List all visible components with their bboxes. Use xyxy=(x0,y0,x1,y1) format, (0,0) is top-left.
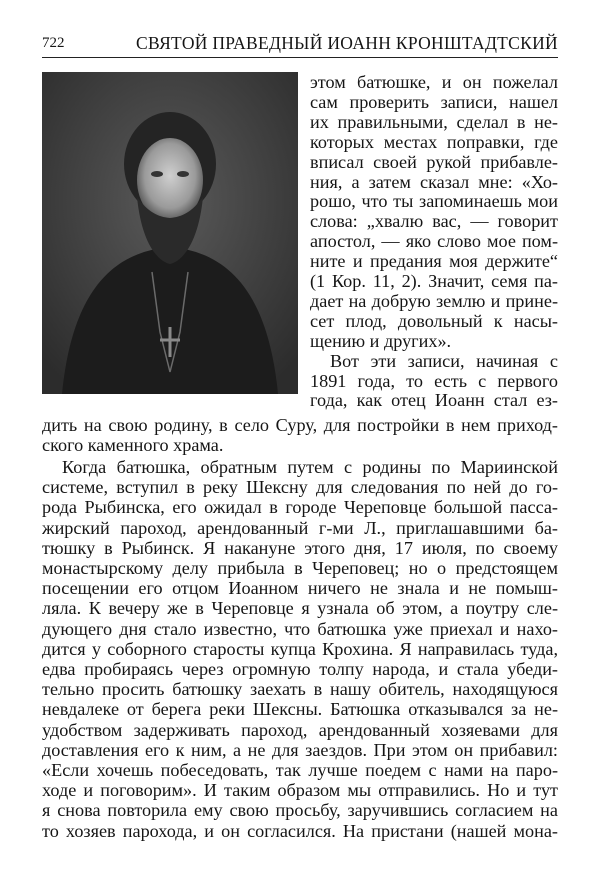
text-line: ского каменного храма. xyxy=(42,435,224,455)
text-line: едва пробираясь через огромную толпу народа, и стала убеди- xyxy=(42,659,558,679)
text-line: (1 Кор. 11, 2). Значит, семя па- xyxy=(310,271,558,291)
text-line: года, как отец Иоанн стал ез- xyxy=(310,390,558,411)
text-line: ходе и поговорим». И таким образом мы отправились. Но и тут xyxy=(42,780,558,801)
text-line: я снова повторила ему свою просьбу, заручившись согласием на xyxy=(42,800,558,821)
text-line: невдалеке от берега реки Шексны. Батюшка отказывался за не- xyxy=(42,699,558,720)
text-line: которых местах поправки, где xyxy=(310,131,558,152)
text-line: дает на добрую землю и прине- xyxy=(310,290,558,311)
text-line: жирский пароход, арендованный г-ми Л., приглашавшими ба- xyxy=(42,517,558,538)
text-line: вписал своей рукой прибавле- xyxy=(310,151,558,172)
text-line: системе, вступил в реку Шексну для следования по ней до го- xyxy=(42,477,558,498)
text-line: удобством задерживать пароход, арендованный хозяевами для xyxy=(42,719,558,740)
running-header xyxy=(42,33,558,58)
text-line: то хозяев парохода, и он согласился. На пристани (нашей мона- xyxy=(42,820,558,841)
text-line: Когда батюшка, обратным путем с родины по Мариинской xyxy=(62,457,558,477)
text-line: Вот эти записи, начиная с xyxy=(330,350,558,371)
text-line: тюшку в Рыбинск. Я накануне этого дня, 17 июля, по своему xyxy=(42,537,558,558)
page-number: 722 xyxy=(42,35,65,51)
text-line: ните и предания моя держите“ xyxy=(310,251,558,272)
text-line: дить на свою родину, в село Суру, для постройки в нем приход- xyxy=(42,415,558,435)
text-line: «Если хочешь побеседовать, так лучше поедем с нами на паро- xyxy=(42,760,558,780)
text-line: сам проверить записи, нашел xyxy=(310,91,558,112)
text-line: сет плод, довольный к насы- xyxy=(310,310,558,331)
text-line: рошо, что ты запоминаешь мои xyxy=(310,191,558,212)
text-line: апостол, — яко слово мое пом- xyxy=(310,231,558,252)
portrait-photo xyxy=(42,72,298,394)
text-line: дующего дня стало известно, что батюшка уже приехал и нахо- xyxy=(42,618,558,639)
running-title: СВЯТОЙ ПРАВЕДНЫЙ ИОАНН КРОНШТАДТСКИЙ xyxy=(136,33,558,53)
portrait-image xyxy=(42,72,298,394)
text-line: доставления его к ним, а не для заездов. При этом он прибавил: xyxy=(42,739,558,760)
text-line: 1891 года, то есть с первого xyxy=(310,370,558,391)
text-line: посещении его отцом Иоанном ничего не знала и не помыш- xyxy=(42,578,558,599)
text-line: дится у соборного старосты купца Крохина. Я направилась туда, xyxy=(42,638,558,659)
text-line: этом батюшке, и он пожелал xyxy=(310,72,558,92)
text-line: рода Рыбинска, его ожидал в городе Череповце большой пасса- xyxy=(42,497,558,518)
text-line: щению и других». xyxy=(310,330,452,351)
text-line: ния, а затем сказал мне: «Хо- xyxy=(310,171,558,192)
text-line: монастырскому делу прибыла в Череповец; но о предстоящем xyxy=(42,558,558,578)
text-line: их правильными, сделал в не- xyxy=(310,111,558,132)
text-line: тельно просить батюшку заехать в нашу обитель, находящуюся xyxy=(42,679,558,700)
text-line: ляла. К вечеру же в Череповце я узнала об этом, а поутру сле- xyxy=(42,598,558,619)
text-line: слова: „хвалю вас, — говорит xyxy=(310,211,558,232)
